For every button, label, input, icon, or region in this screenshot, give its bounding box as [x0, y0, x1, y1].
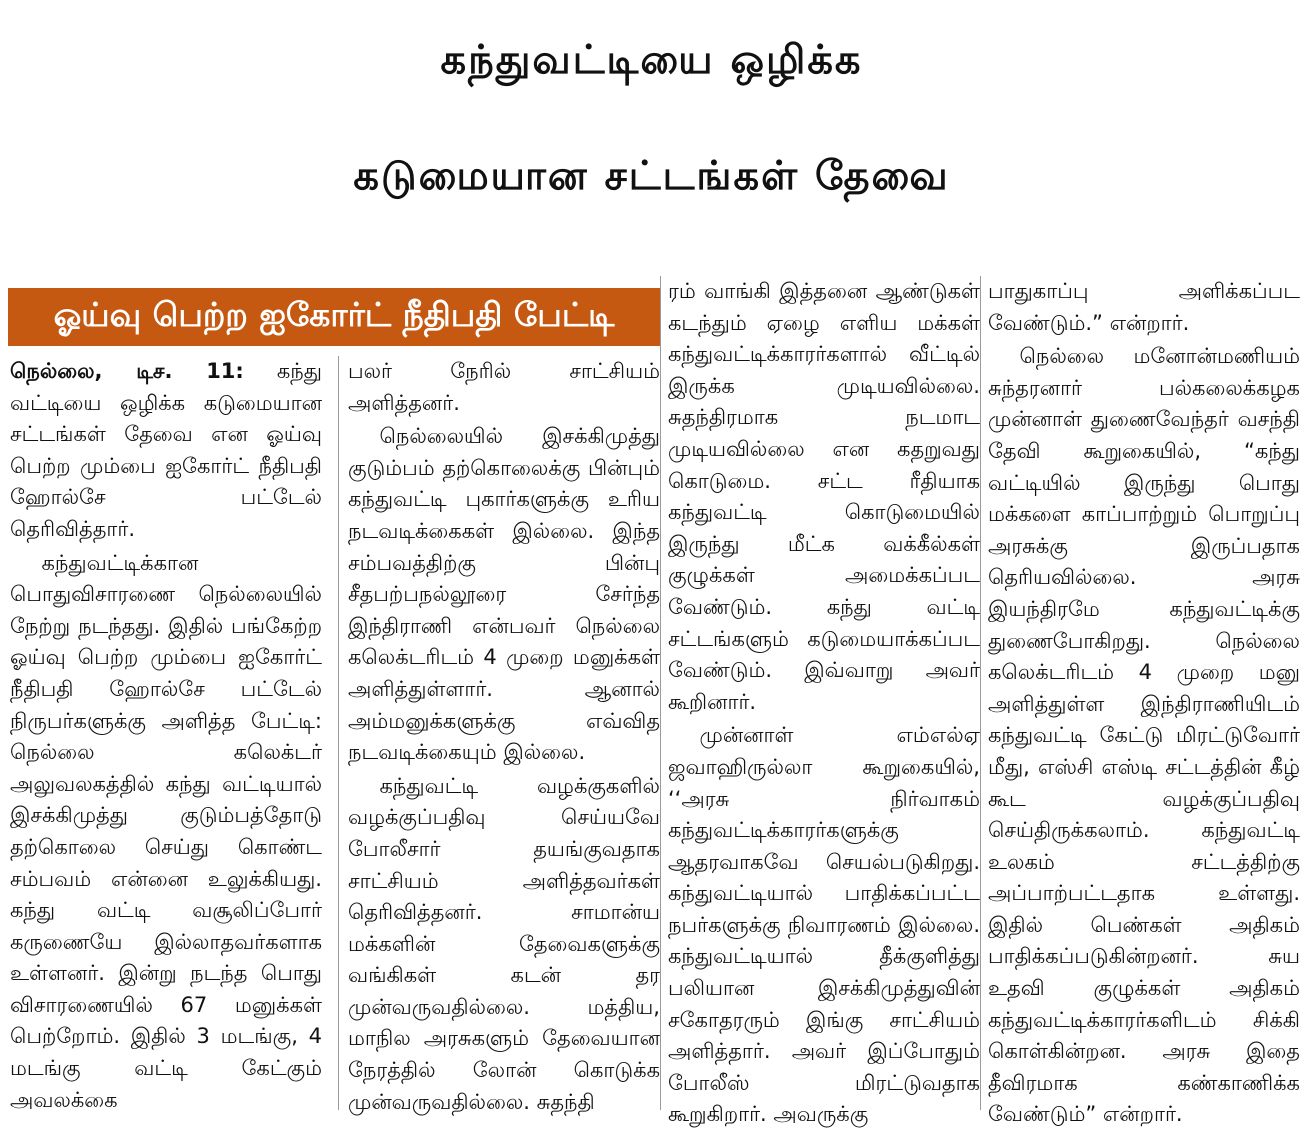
column-divider	[980, 276, 981, 1110]
article-column-2	[348, 356, 660, 1114]
article-paragraph: பலர் நேரில் சாட்சியம் அளித்தனர்.	[348, 359, 660, 415]
dateline: நெல்லை, டிச. 11:	[10, 359, 244, 383]
article-paragraph: கந்துவட்டி வழக்குகளில் வழக்குப்பதிவு செய்யவே போலீசார் தயங்குவதாக சாட்சியம் அளித்தவர்கள் தெரிவித்தனர். சாமான்ய மக்களின் தேவைகளுக்கு வங்கிகள் கடன் தர முன்வருவதில்லை. மத்திய, மாநில அரசுகளும் தேவையான நேரத்தில் லோன் கொடுக்க முன்வருவதில்லை. சுதந்தி	[348, 773, 660, 1114]
article-paragraph: நெல்லை மனோன்மணியம் சுந்தரனார் பல்கலைக்கழக முன்னாள் துணைவேந்தர் வசந்தி தேவி கூறுகையில், “கந்து வட்டியில் இருந்து பொது மக்களை காப்பாற்றும் பொறுப்பு அரசுக்கு இருப்பதாக தெரியவில்லை. அரசு இயந்திரமே கந்துவட்டிக்கு துணைபோகிறது. நெல்லை கலெக்டரிடம் 4 முறை மனு அளித்துள்ள இந்திராணியிடம் கந்துவட்டி கேட்டு மிரட்டுவோர் மீது, எஸ்சி எஸ்டி சட்டத்தின் கீழ் கூட வழக்குப்பதிவு செய்திருக்கலாம். கந்துவட்டி உலகம் சட்டத்திற்கு அப்பாற்பட்டதாக உள்ளது. இதில் பெண்கள் அதிகம் பாதிக்கப்படுகின்றனர். சுய உதவி குழுக்கள் அதிகம் கந்துவட்டிக்காரர்களிடம் சிக்கி கொள்கின்றன. அரசு இதை தீவிரமாக கண்காணிக்க வேண்டும்” என்றார்.	[988, 344, 1300, 1127]
paragraph-text: கந்து வட்டியை ஒழிக்க கடுமையான சட்டங்கள் தேவை என ஓய்வு பெற்ற மும்பை ஐகோர்ட் நீதிபதி ஹோல்சே பட்டேல் தெரிவித்தார்.	[10, 359, 322, 541]
subheadline-text: ஓய்வு பெற்ற ஐகோர்ட் நீதிபதி பேட்டி	[53, 295, 615, 334]
column-divider	[338, 356, 339, 1110]
article-paragraph: நெல்லையில் இசக்கிமுத்து குடும்பம் தற்கொலைக்கு பின்பும் கந்துவட்டி புகார்களுக்கு உரிய நடவடிக்கைகள் இல்லை. இந்த சம்பவத்திற்கு பின்பு சீதபற்பநல்லூரை சேர்ந்த இந்திராணி என்பவர் நெல்லை கலெக்டரிடம் 4 முறை மனுக்கள் அளித்துள்ளார். ஆனால் அம்மனுக்களுக்கு எவ்வித நடவடிக்கையும் இல்லை.	[348, 424, 660, 765]
article-paragraph: கந்துவட்டிக்கான பொதுவிசாரணை நெல்லையில் நேற்று நடந்தது. இதில் பங்கேற்ற ஓய்வு பெற்ற மும்பை ஐகோர்ட் நீதிபதி ஹோல்சே பட்டேல் நிருபர்களுக்கு அளித்த பேட்டி: நெல்லை கலெக்டர் அலுவலகத்தில் கந்து வட்டியால் இசக்கிமுத்து குடும்பத்தோடு தற்கொலை செய்து கொண்ட சம்பவம் என்னை உலுக்கியது. கந்து வட்டி வசூலிப்போர் கருணையே இல்லாதவர்களாக உள்ளனர். இன்று நடந்த பொது விசாரணையில் 67 மனுக்கள் பெற்றோம். இதில் 3 மடங்கு, 4 மடங்கு வட்டி கேட்கும் அவலக்கை	[10, 550, 322, 1112]
headline-line-1: கந்துவட்டியை ஒழிக்க	[440, 37, 863, 83]
article-paragraph: ரம் வாங்கி இத்தனை ஆண்டுகள் கடந்தும் ஏழை எளிய மக்கள் கந்துவட்டிக்காரர்களால் வீட்டில் இருக்க முடியவில்லை. சுதந்திரமாக நடமாட முடியவில்லை என கதறுவது கொடுமை. சட்ட ரீதியாக கந்துவட்டி கொடுமையில் இருந்து மீட்க வக்கீல்கள் குழுக்கள் அமைக்கப்பட வேண்டும். கந்து வட்டி சட்டங்களும் கடுமையாக்கப்பட வேண்டும். இவ்வாறு அவர் கூறினார்.	[668, 279, 980, 714]
article-column-1	[10, 356, 322, 1110]
article-column-4	[988, 276, 1300, 1127]
article-paragraph: முன்னாள் எம்எல்ஏ ஜவாஹிருல்லா கூறுகையில், ‘‘அரசு நிர்வாகம் கந்துவட்டிக்காரர்களுக்கு ஆதரவாகவே செயல்படுகிறது. கந்துவட்டியால் பாதிக்கப்பட்ட நபர்களுக்கு நிவாரணம் இல்லை. கந்துவட்டியால் தீக்குளித்து பலியான இசக்கிமுத்துவின் சகோதரரும் இங்கு சாட்சியம் அளித்தார். அவர் இப்போதும் போலீஸ் மிரட்டுவதாக கூறுகிறார். அவருக்கு	[668, 723, 980, 1127]
subheadline-banner	[8, 288, 660, 346]
article-paragraph	[10, 356, 322, 546]
headline-line-2: கடுமையான சட்டங்கள் தேவை	[353, 153, 950, 199]
article-column-3	[668, 276, 980, 1127]
article-paragraph: பாதுகாப்பு அளிக்கப்பட வேண்டும்.” என்றார்.	[988, 279, 1300, 335]
column-divider	[660, 276, 661, 1110]
